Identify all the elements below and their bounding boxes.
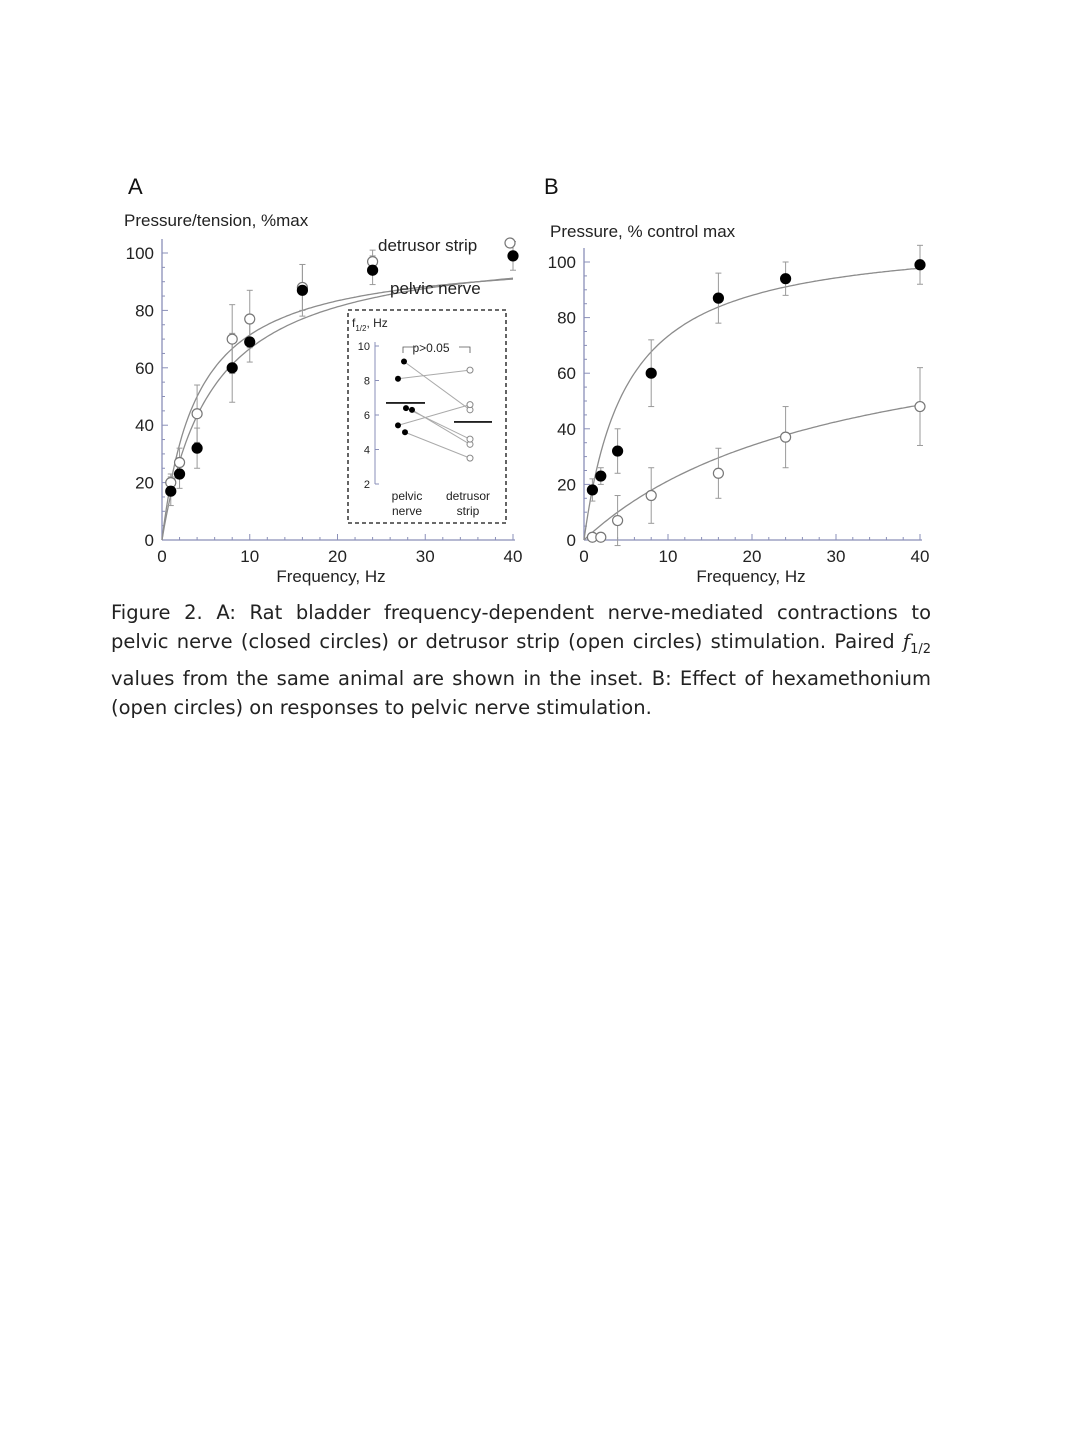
inset-cat-detrusor-2: strip <box>456 504 480 518</box>
filled-circle-point <box>508 251 518 261</box>
inset-pair-line <box>405 432 470 458</box>
inset-pelvic-point <box>403 405 409 411</box>
y-tick-label: 100 <box>125 244 154 263</box>
inset-detrusor-point <box>467 367 473 373</box>
x-tick-label: 20 <box>742 547 762 566</box>
open-circle-point <box>915 402 925 412</box>
open-circle-point <box>713 468 723 478</box>
open-circle-point <box>192 409 202 419</box>
y-tick-label: 40 <box>135 416 154 436</box>
legend-detrusor-strip: detrusor strip <box>378 236 478 255</box>
panel-b-letter: B <box>544 174 559 199</box>
filled-circle-point <box>368 265 378 275</box>
open-circle-point <box>596 532 606 542</box>
inset-f-half-plot <box>348 310 506 523</box>
inset-pelvic-point <box>402 429 408 435</box>
filled-circle-point <box>192 443 202 453</box>
inset-pelvic-point <box>395 422 401 428</box>
inset-bracket-right <box>459 347 470 353</box>
inset-detrusor-point <box>467 455 473 461</box>
filled-circle-point <box>781 274 791 284</box>
open-circle-point <box>245 314 255 324</box>
x-tick-label: 30 <box>826 547 846 566</box>
open-circle-point <box>646 491 656 501</box>
inset-pelvic-point <box>395 376 401 382</box>
inset-y-tick-label: 4 <box>363 444 370 457</box>
filled-circle-point <box>713 293 723 303</box>
y-tick-label: 40 <box>557 419 576 439</box>
panel-b-xlabel: Frequency, Hz <box>696 567 806 586</box>
y-tick-label: 100 <box>547 253 576 272</box>
filled-circle-point <box>297 285 307 295</box>
fit-curve-open-circle <box>584 405 920 540</box>
figure-caption <box>111 598 931 722</box>
y-tick-label: 0 <box>566 531 576 550</box>
y-tick-label: 60 <box>557 364 576 384</box>
filled-circle-point <box>245 337 255 347</box>
x-tick-label: 30 <box>415 547 435 566</box>
x-tick-label: 10 <box>240 547 260 566</box>
inset-y-tick-label: 6 <box>363 410 370 422</box>
inset-y-tick-label: 8 <box>363 375 370 388</box>
y-tick-label: 80 <box>557 308 576 328</box>
caption-symbol: f <box>902 630 911 653</box>
panel-a-ylabel: Pressure/tension, %max <box>124 211 309 230</box>
inset-ylabel: $f_{1/2}$, Hz <box>352 316 388 333</box>
panel-a-xlabel: Frequency, Hz <box>276 567 386 586</box>
y-tick-label: 20 <box>557 475 576 495</box>
filled-circle-point <box>613 446 623 456</box>
filled-circle-point <box>596 471 606 481</box>
fit-curve-filled-circle <box>584 268 920 540</box>
filled-circle-point <box>175 469 185 479</box>
inset-cat-pelvic-2: nerve <box>391 504 423 518</box>
panel-b-ylabel: Pressure, % control max <box>550 222 736 241</box>
y-tick-label: 80 <box>135 301 154 321</box>
legend-pelvic-nerve: pelvic nerve <box>390 279 481 298</box>
inset-cat-pelvic-1: pelvic <box>391 489 423 503</box>
inset-cat-detrusor-1: detrusor <box>445 489 491 503</box>
y-tick-label: 20 <box>135 473 154 493</box>
caption-prefix: Figure 2. A: Rat bladder frequency-dependent nerve-mediated contractions to pelvic nerve (closed circles) or detrusor strip (open circles) stimulation. Paired <box>111 601 931 653</box>
filled-circle-point <box>587 485 597 495</box>
panel-b-chart <box>548 222 930 586</box>
filled-circle-point <box>646 368 656 378</box>
y-tick-label: 60 <box>135 358 154 378</box>
caption-suffix: values from the same animal are shown in the inset. B: Effect of hexamethonium (open circles) on responses to pelvic nerve stimulation. <box>111 666 931 719</box>
open-circle-point <box>781 432 791 442</box>
open-circle-point <box>227 334 237 344</box>
open-circle-point <box>613 516 623 526</box>
inset-pelvic-point <box>401 359 407 365</box>
inset-detrusor-point <box>467 402 473 408</box>
y-tick-label: 0 <box>144 531 154 550</box>
panel-a-letter: A <box>128 174 143 199</box>
inset-y-tick-label: 10 <box>357 341 370 353</box>
x-tick-label: 40 <box>503 547 523 566</box>
inset-y-tick-label: 2 <box>363 479 370 491</box>
panel-a-chart <box>124 211 522 586</box>
open-circle-point <box>175 458 185 468</box>
x-tick-label: 20 <box>328 547 347 566</box>
inset-pair-line <box>398 370 470 379</box>
inset-detrusor-point <box>467 436 473 442</box>
x-tick-label: 10 <box>658 547 678 566</box>
filled-circle-point <box>227 363 237 373</box>
inset-pelvic-point <box>409 407 415 413</box>
inset-annotation: p>0.05 <box>412 341 450 355</box>
inset-pair-line <box>406 408 470 439</box>
x-tick-label: 0 <box>157 547 167 566</box>
filled-circle-point <box>915 260 925 270</box>
figure-2 <box>0 0 1080 600</box>
x-tick-label: 0 <box>579 547 589 566</box>
x-tick-label: 40 <box>910 547 930 566</box>
filled-circle-point <box>166 486 176 496</box>
caption-subscript: 1/2 <box>910 641 931 657</box>
legend-open-circle-icon <box>505 238 515 248</box>
